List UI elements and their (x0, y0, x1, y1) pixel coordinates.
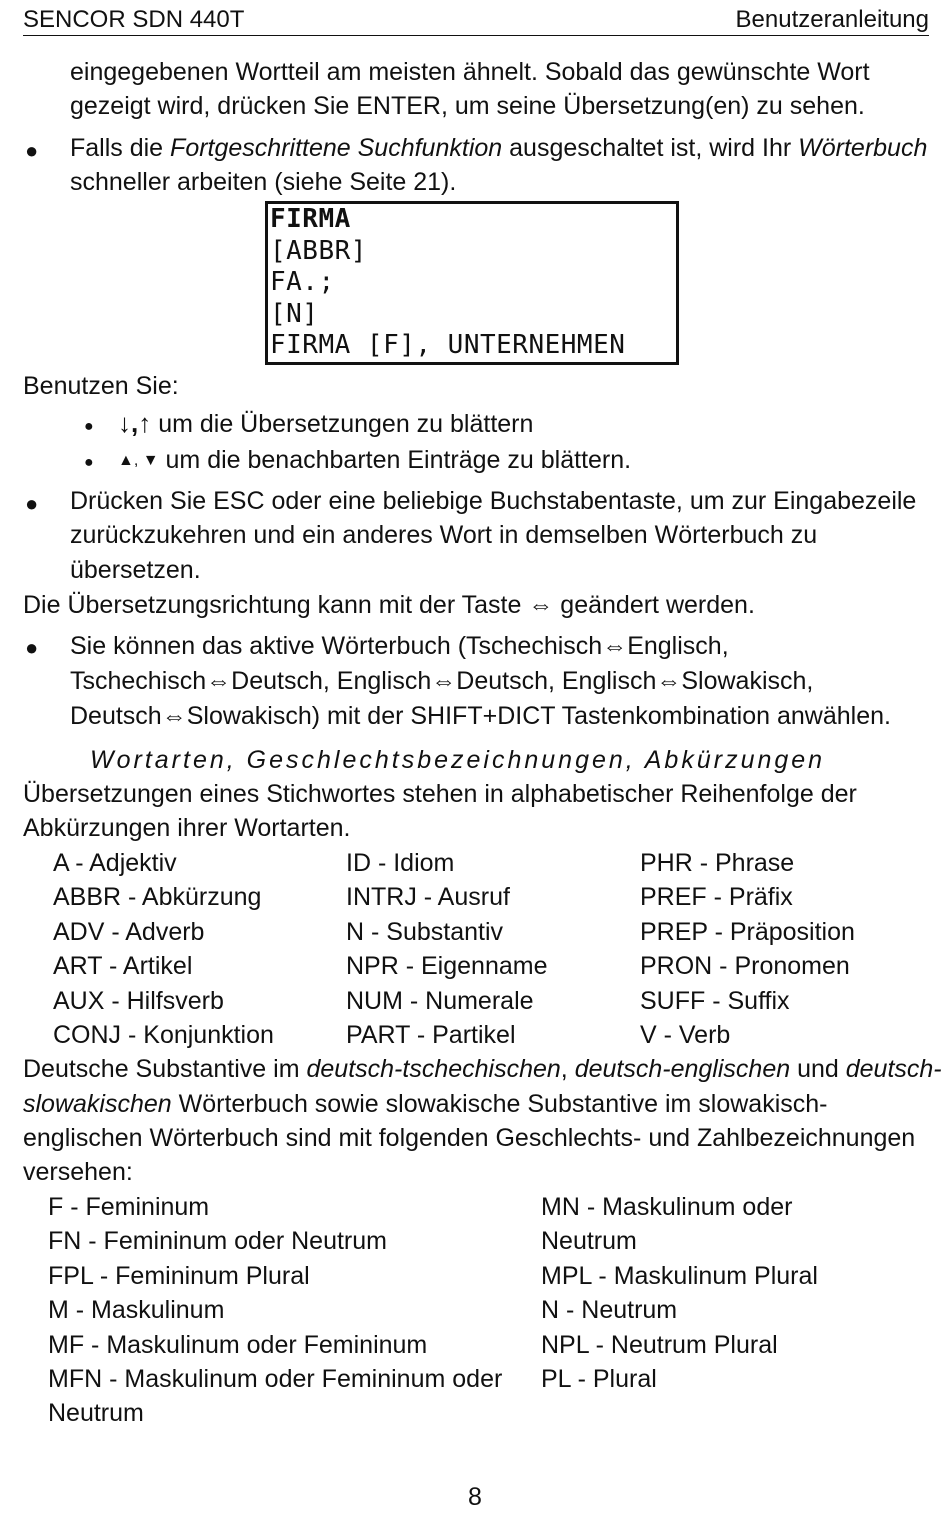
lcd-line: FIRMA (270, 204, 351, 234)
gender-item: NPL - Neutrum Plural (541, 1330, 778, 1359)
bullet-esc-line-3: übersetzen. (70, 556, 201, 584)
bullet-shift-dict-line-3: Deutsch⇔Slowakisch) mit der SHIFT+DICT Tastenkombination anwählen. (70, 702, 891, 730)
table-cell: ID - Idiom (346, 849, 455, 877)
bullet-shift-dict-line-1: Sie können das aktive Wörterbuch (Tschechisch⇔Englisch, (70, 632, 729, 660)
lcd-line: [ABBR] (270, 235, 367, 266)
gender-intro-line-3: englischen Wörterbuch sind mit folgenden Geschlechts- und Zahlbezeichnungen (23, 1124, 916, 1152)
gender-item: F - Femininum (48, 1193, 210, 1221)
table-row (53, 846, 913, 880)
lcd-line: FA.; (270, 267, 335, 297)
gender-item: FPL - Femininum Plural (48, 1261, 310, 1290)
lcd-line: FIRMA [F], UNTERNEHMEN (270, 330, 626, 360)
small-bullet-icon: ● (84, 454, 94, 471)
table-cell: NUM - Numerale (346, 986, 534, 1015)
table-row (53, 915, 913, 949)
bullet-advanced-search: Falls die Fortgeschrittene Suchfunktion ausgeschaltet ist, wird Ihr Wörterbuch (70, 134, 928, 162)
gender-item: MPL - Maskulinum Plural (541, 1261, 818, 1290)
intro-line-1: eingegebenen Wortteil am meisten ähnelt. Sobald das gewünschte Wort (70, 58, 870, 86)
gender-intro-line-1: Deutsche Substantive im deutsch-tschechischen, deutsch-englischen und deutsch- (23, 1055, 942, 1083)
header-model: SENCOR SDN 440T (23, 6, 245, 33)
gender-intro-line-4: versehen: (23, 1158, 133, 1186)
lcd-screen (265, 201, 679, 365)
table-cell: A - Adjektiv (53, 849, 177, 877)
table-row (53, 1018, 913, 1052)
gender-item: N - Neutrum (541, 1296, 678, 1325)
bullet-esc-line-1: Drücken Sie ESC oder eine beliebige Buchstabentaste, um zur Eingabezeile (70, 487, 917, 515)
pos-intro-line-2: Abkürzungen ihrer Wortarten. (23, 814, 351, 842)
pos-intro-line-1: Übersetzungen eines Stichwortes stehen in alphabetischer Reihenfolge der (23, 780, 857, 808)
bullet-icon: ● (25, 635, 39, 660)
table-cell: ART - Artikel (53, 952, 193, 981)
bullet-shift-dict-line-2: Tschechisch⇔Deutsch, Englisch⇔Deutsch, Englisch⇔Slowakisch, (70, 667, 814, 695)
table-cell: ADV - Adverb (53, 917, 205, 946)
gender-item: Neutrum (541, 1227, 637, 1256)
table-cell: PART - Partikel (346, 1020, 516, 1049)
table-cell: V - Verb (640, 1020, 731, 1049)
gender-item: PL - Plural (541, 1365, 657, 1393)
gender-item: MN - Maskulinum oder (541, 1193, 793, 1221)
table-cell: N - Substantiv (346, 917, 504, 946)
small-bullet-icon: ● (84, 418, 94, 435)
table-cell: SUFF - Suffix (640, 986, 790, 1015)
intro-line-2: gezeigt wird, drücken Sie ENTER, um seine Übersetzung(en) zu sehen. (70, 92, 865, 120)
table-cell: PHR - Phrase (640, 849, 795, 877)
page-header (23, 4, 929, 36)
table-row (53, 949, 913, 983)
table-cell: CONJ - Konjunktion (53, 1020, 274, 1049)
header-title: Benutzeranleitung (735, 6, 929, 33)
bullet-esc-line-2: zurückzukehren und ein anderes Wort in demselben Wörterbuch zu (70, 521, 818, 549)
direction-note: Die Übersetzungsrichtung kann mit der Taste ⇔ geändert werden. (23, 591, 755, 619)
gender-item: FN - Femininum oder Neutrum (48, 1227, 387, 1256)
table-cell: ABBR - Abkürzung (53, 883, 262, 912)
bullet-advanced-search-line-2: schneller arbeiten (siehe Seite 21). (70, 168, 457, 196)
table-cell: NPR - Eigenname (346, 952, 548, 981)
table-cell: INTRJ - Ausruf (346, 883, 510, 912)
gender-item: MF - Maskulinum oder Femininum (48, 1330, 428, 1359)
bullet-icon: ● (25, 491, 39, 516)
page-number: 8 (468, 1483, 482, 1511)
table-cell: AUX - Hilfsverb (53, 986, 224, 1015)
lcd-line: [N] (270, 298, 319, 329)
gender-item: Neutrum (48, 1399, 144, 1428)
use-item-scroll-entries: ▲, ▼ um die benachbarten Einträge zu blättern. (118, 446, 632, 474)
gender-item: MFN - Maskulinum oder Femininum oder (48, 1365, 503, 1393)
table-cell: PREP - Präposition (640, 917, 855, 946)
gender-intro-line-2: slowakischen Wörterbuch sowie slowakische Substantive im slowakisch- (23, 1090, 828, 1118)
gender-item: M - Maskulinum (48, 1296, 225, 1325)
swap-arrow-icon: ⇔ (528, 591, 554, 619)
table-cell: PREF - Präfix (640, 883, 793, 912)
pos-abbreviation-table (53, 846, 913, 1052)
section-heading: Wortarten, Geschlechtsbezeichnungen, Abkürzungen (90, 746, 826, 774)
table-row (53, 984, 913, 1018)
use-item-scroll-translations: ↓,↑ um die Übersetzungen zu blättern (118, 408, 534, 438)
bullet-icon: ● (25, 138, 39, 163)
arrow-down-up-icon: ↓,↑ (118, 408, 152, 438)
use-label: Benutzen Sie: (23, 372, 179, 400)
table-cell: PRON - Pronomen (640, 952, 850, 981)
table-row (53, 880, 913, 914)
triangle-up-down-icon: ▲, ▼ (118, 452, 159, 469)
